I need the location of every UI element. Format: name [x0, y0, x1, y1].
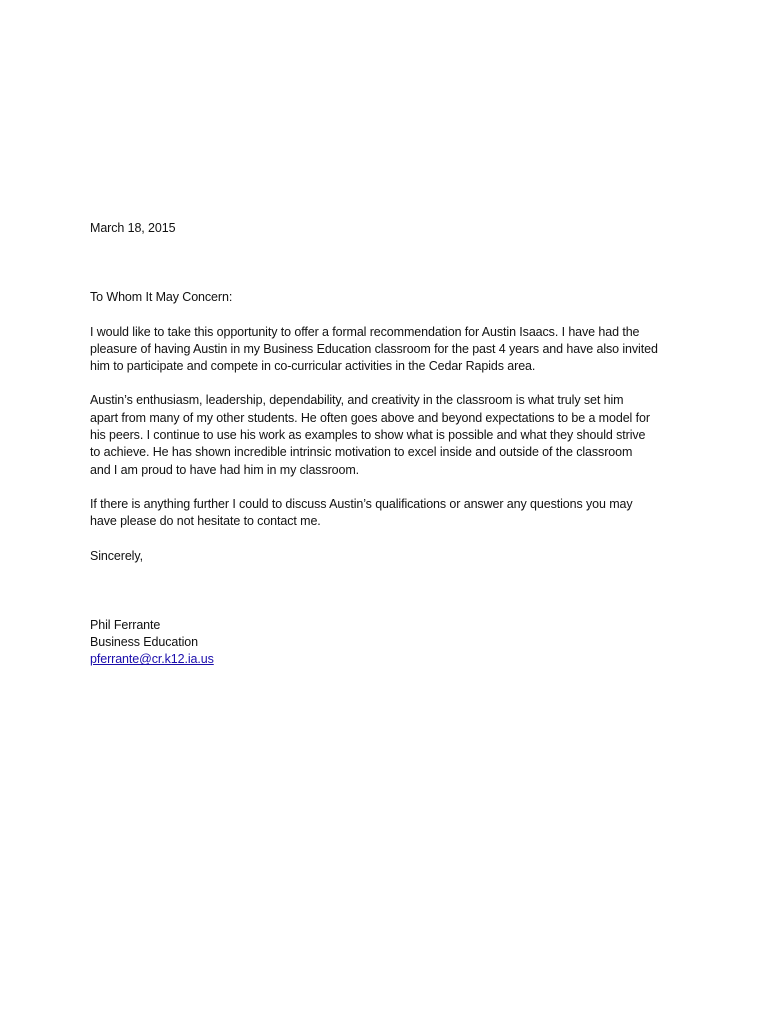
paragraph-line: Austin’s enthusiasm, leadership, dependability, and creativity in the classroom is what truly set him	[90, 393, 624, 408]
paragraph-line: to achieve. He has shown incredible intrinsic motivation to excel inside and outside of the classroom	[90, 445, 633, 460]
letter-salutation: To Whom It May Concern:	[90, 290, 233, 305]
paragraph-line: If there is anything further I could to discuss Austin’s qualifications or answer any questions you may	[90, 496, 633, 511]
paragraph-line: have please do not hesitate to contact me.	[90, 514, 321, 529]
letter-closing: Sincerely,	[90, 548, 143, 563]
signature-block	[90, 617, 690, 669]
letter-paragraph-2	[90, 392, 690, 478]
letter-date: March 18, 2015	[90, 221, 176, 235]
paragraph-line: and I am proud to have had him in my classroom.	[90, 462, 360, 477]
signature-email-line	[90, 651, 690, 668]
paragraph-line: his peers. I continue to use his work as examples to show what is possible and what they should strive	[90, 428, 646, 443]
paragraph-line: him to participate and compete in co-curricular activities in the Cedar Rapids area.	[90, 359, 536, 374]
signature-name: Phil Ferrante	[90, 617, 161, 632]
paragraph-line: apart from many of my other students. He often goes above and beyond expectations to be a model for	[90, 410, 650, 425]
email-link[interactable]: pferrante@cr.k12.ia.us	[90, 652, 214, 667]
paragraph-line: pleasure of having Austin in my Business Education classroom for the past 4 years and have also invited	[90, 341, 658, 356]
letter-paragraph-3	[90, 496, 690, 531]
recommendation-letter	[90, 220, 690, 669]
letter-paragraph-1	[90, 324, 690, 376]
signature-department: Business Education	[90, 635, 198, 650]
paragraph-line: I would like to take this opportunity to offer a formal recommendation for Austin Isaacs. I have had the	[90, 324, 640, 339]
